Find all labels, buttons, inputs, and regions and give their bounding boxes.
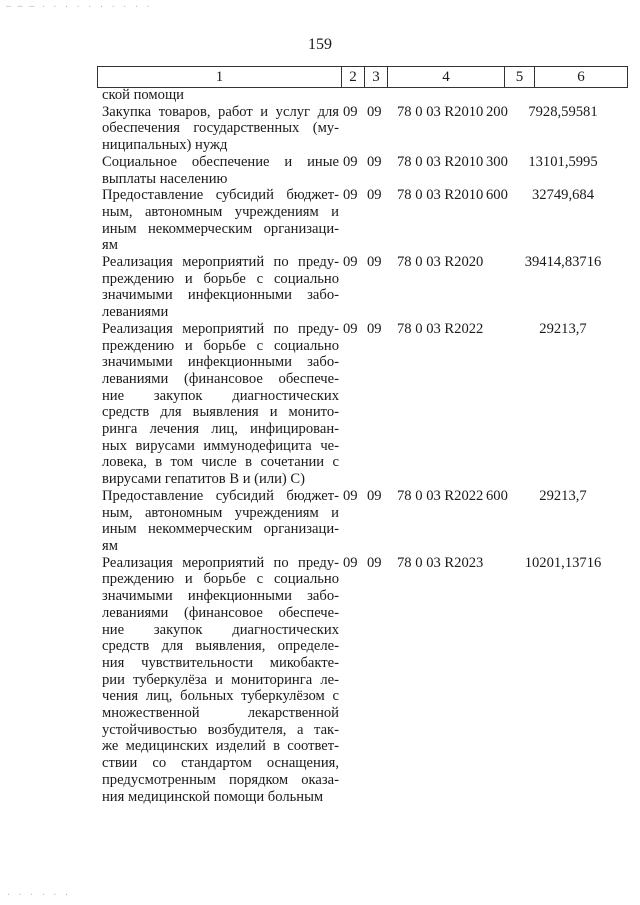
header-col-6: 6 (577, 68, 585, 85)
scan-artifact-top: ─ ─ ─ · · · · · · · · · · (6, 2, 152, 11)
section-code: 09 (343, 254, 358, 271)
row-description (102, 254, 339, 321)
description-line: иным некоммерческим организаци- (102, 521, 339, 538)
target-article-code: 78 0 03 R2010 (397, 153, 484, 170)
expense-type-code: 600 (486, 487, 508, 504)
description-line: ниципальных) нужд (102, 137, 228, 154)
table-row (0, 187, 640, 254)
description-line: множественной лекарственной (102, 705, 339, 722)
row-description (102, 488, 339, 555)
description-line: Закупка товаров, работ и услуг для (102, 103, 339, 120)
section-code: 09 (343, 487, 358, 504)
description-line: средств для выявления и монито- (102, 404, 339, 421)
description-line: преждению и борьбе с социально (102, 571, 339, 588)
amount-value: 29213,7 (539, 487, 587, 504)
table-body (0, 87, 640, 805)
table-row (0, 87, 640, 104)
description-line: ние закупок диагностических (102, 621, 339, 638)
description-line: ных вирусами иммунодефицита че- (102, 437, 339, 454)
section-code: 09 (343, 554, 358, 571)
description-line: леваниями (102, 304, 169, 321)
subsection-code: 09 (367, 254, 382, 271)
description-line: ям (102, 237, 118, 254)
description-line: ным, автономным учреждениям и (102, 203, 339, 220)
description-line: Предоставление субсидий бюджет- (102, 187, 339, 204)
header-col-2: 2 (342, 67, 365, 87)
description-line: вирусами гепатитов В и (или) С) (102, 471, 306, 488)
expense-type-code: 600 (486, 187, 508, 204)
description-line: чения лиц, больных туберкулёзом с (102, 688, 339, 705)
target-article-code: 78 0 03 R2010 (397, 187, 484, 204)
description-line: ния чувствительности микобакте- (102, 654, 339, 671)
description-line: ловека, в том числе в сочетании с (102, 454, 339, 471)
description-line: преждению и борьбе с социально (102, 337, 339, 354)
target-article-code: 78 0 03 R2022 (397, 487, 484, 504)
row-description (102, 87, 339, 104)
description-line: ринга лечения лиц, инфицирован- (102, 421, 339, 438)
description-line: значимыми инфекционными забо- (102, 588, 339, 605)
description-line: значимыми инфекционными забо- (102, 354, 339, 371)
description-line: ской помощи (102, 87, 184, 103)
description-line: ние закупок диагностических (102, 387, 339, 404)
expense-type-code: 200 (486, 103, 508, 120)
section-code: 09 (343, 153, 358, 170)
section-code: 09 (343, 103, 358, 120)
amount-value: 13101,5995 (528, 153, 598, 170)
amount-value: 10201,13716 (524, 554, 602, 571)
description-line: ным, автономным учреждениям и (102, 504, 339, 521)
description-line: ния медицинской помощи больным (102, 788, 324, 805)
description-line: Социальное обеспечение и иные (102, 153, 339, 170)
description-line: средств для выявления, определе- (102, 638, 339, 655)
description-line: Предоставление субсидий бюджет- (102, 487, 339, 504)
subsection-code: 09 (367, 103, 382, 120)
scan-artifact-bottom: · · · · · · (6, 890, 70, 899)
description-line: леваниями (финансовое обеспече- (102, 604, 339, 621)
subsection-code: 09 (367, 153, 382, 170)
header-col-1: 1 (98, 67, 342, 87)
row-description (102, 104, 339, 154)
description-line: устойчивостью возбудителя, а так- (102, 721, 339, 738)
description-line: Реализация мероприятий по преду- (102, 554, 339, 571)
description-line: преждению и борьбе с социально (102, 270, 339, 287)
table-header (97, 66, 628, 88)
subsection-code: 09 (367, 487, 382, 504)
description-line: же медицинских изделий в соответ- (102, 738, 339, 755)
description-line: значимыми инфекционными забо- (102, 287, 339, 304)
target-article-code: 78 0 03 R2023 (397, 554, 484, 571)
description-line: предусмотренным порядком оказа- (102, 771, 339, 788)
amount-value: 32749,684 (531, 187, 595, 204)
header-col-5: 5 (505, 67, 535, 87)
page-number: 159 (308, 36, 332, 53)
table-row (0, 488, 640, 555)
target-article-code: 78 0 03 R2020 (397, 254, 484, 271)
description-line: рии туберкулёза и мониторинга ле- (102, 671, 339, 688)
table-row (0, 104, 640, 154)
row-description (102, 321, 339, 488)
expense-type-code: 300 (486, 153, 508, 170)
header-col-4: 4 (388, 67, 505, 87)
description-line: леваниями (финансовое обеспече- (102, 370, 339, 387)
subsection-code: 09 (367, 320, 382, 337)
section-code: 09 (343, 187, 358, 204)
subsection-code: 09 (367, 554, 382, 571)
table-row (0, 555, 640, 806)
table-row (0, 154, 640, 187)
description-line: Реализация мероприятий по преду- (102, 254, 339, 271)
description-line: иным некоммерческим организаци- (102, 220, 339, 237)
description-line: обеспечения государственных (му- (102, 120, 339, 137)
amount-value: 39414,83716 (524, 254, 602, 271)
amount-value: 29213,7 (539, 320, 587, 337)
section-code: 09 (343, 320, 358, 337)
description-line: ствии со стандартом оснащения, (102, 755, 339, 772)
header-col-3: 3 (365, 67, 388, 87)
description-line: выплаты населению (102, 170, 228, 187)
target-article-code: 78 0 03 R2010 (397, 103, 484, 120)
table-row (0, 254, 640, 321)
amount-value: 7928,59581 (528, 103, 598, 120)
description-line: Реализация мероприятий по преду- (102, 320, 339, 337)
subsection-code: 09 (367, 187, 382, 204)
row-description (102, 154, 339, 187)
target-article-code: 78 0 03 R2022 (397, 320, 484, 337)
row-description (102, 187, 339, 254)
row-description (102, 555, 339, 806)
table-row (0, 321, 640, 488)
description-line: ям (102, 537, 118, 554)
